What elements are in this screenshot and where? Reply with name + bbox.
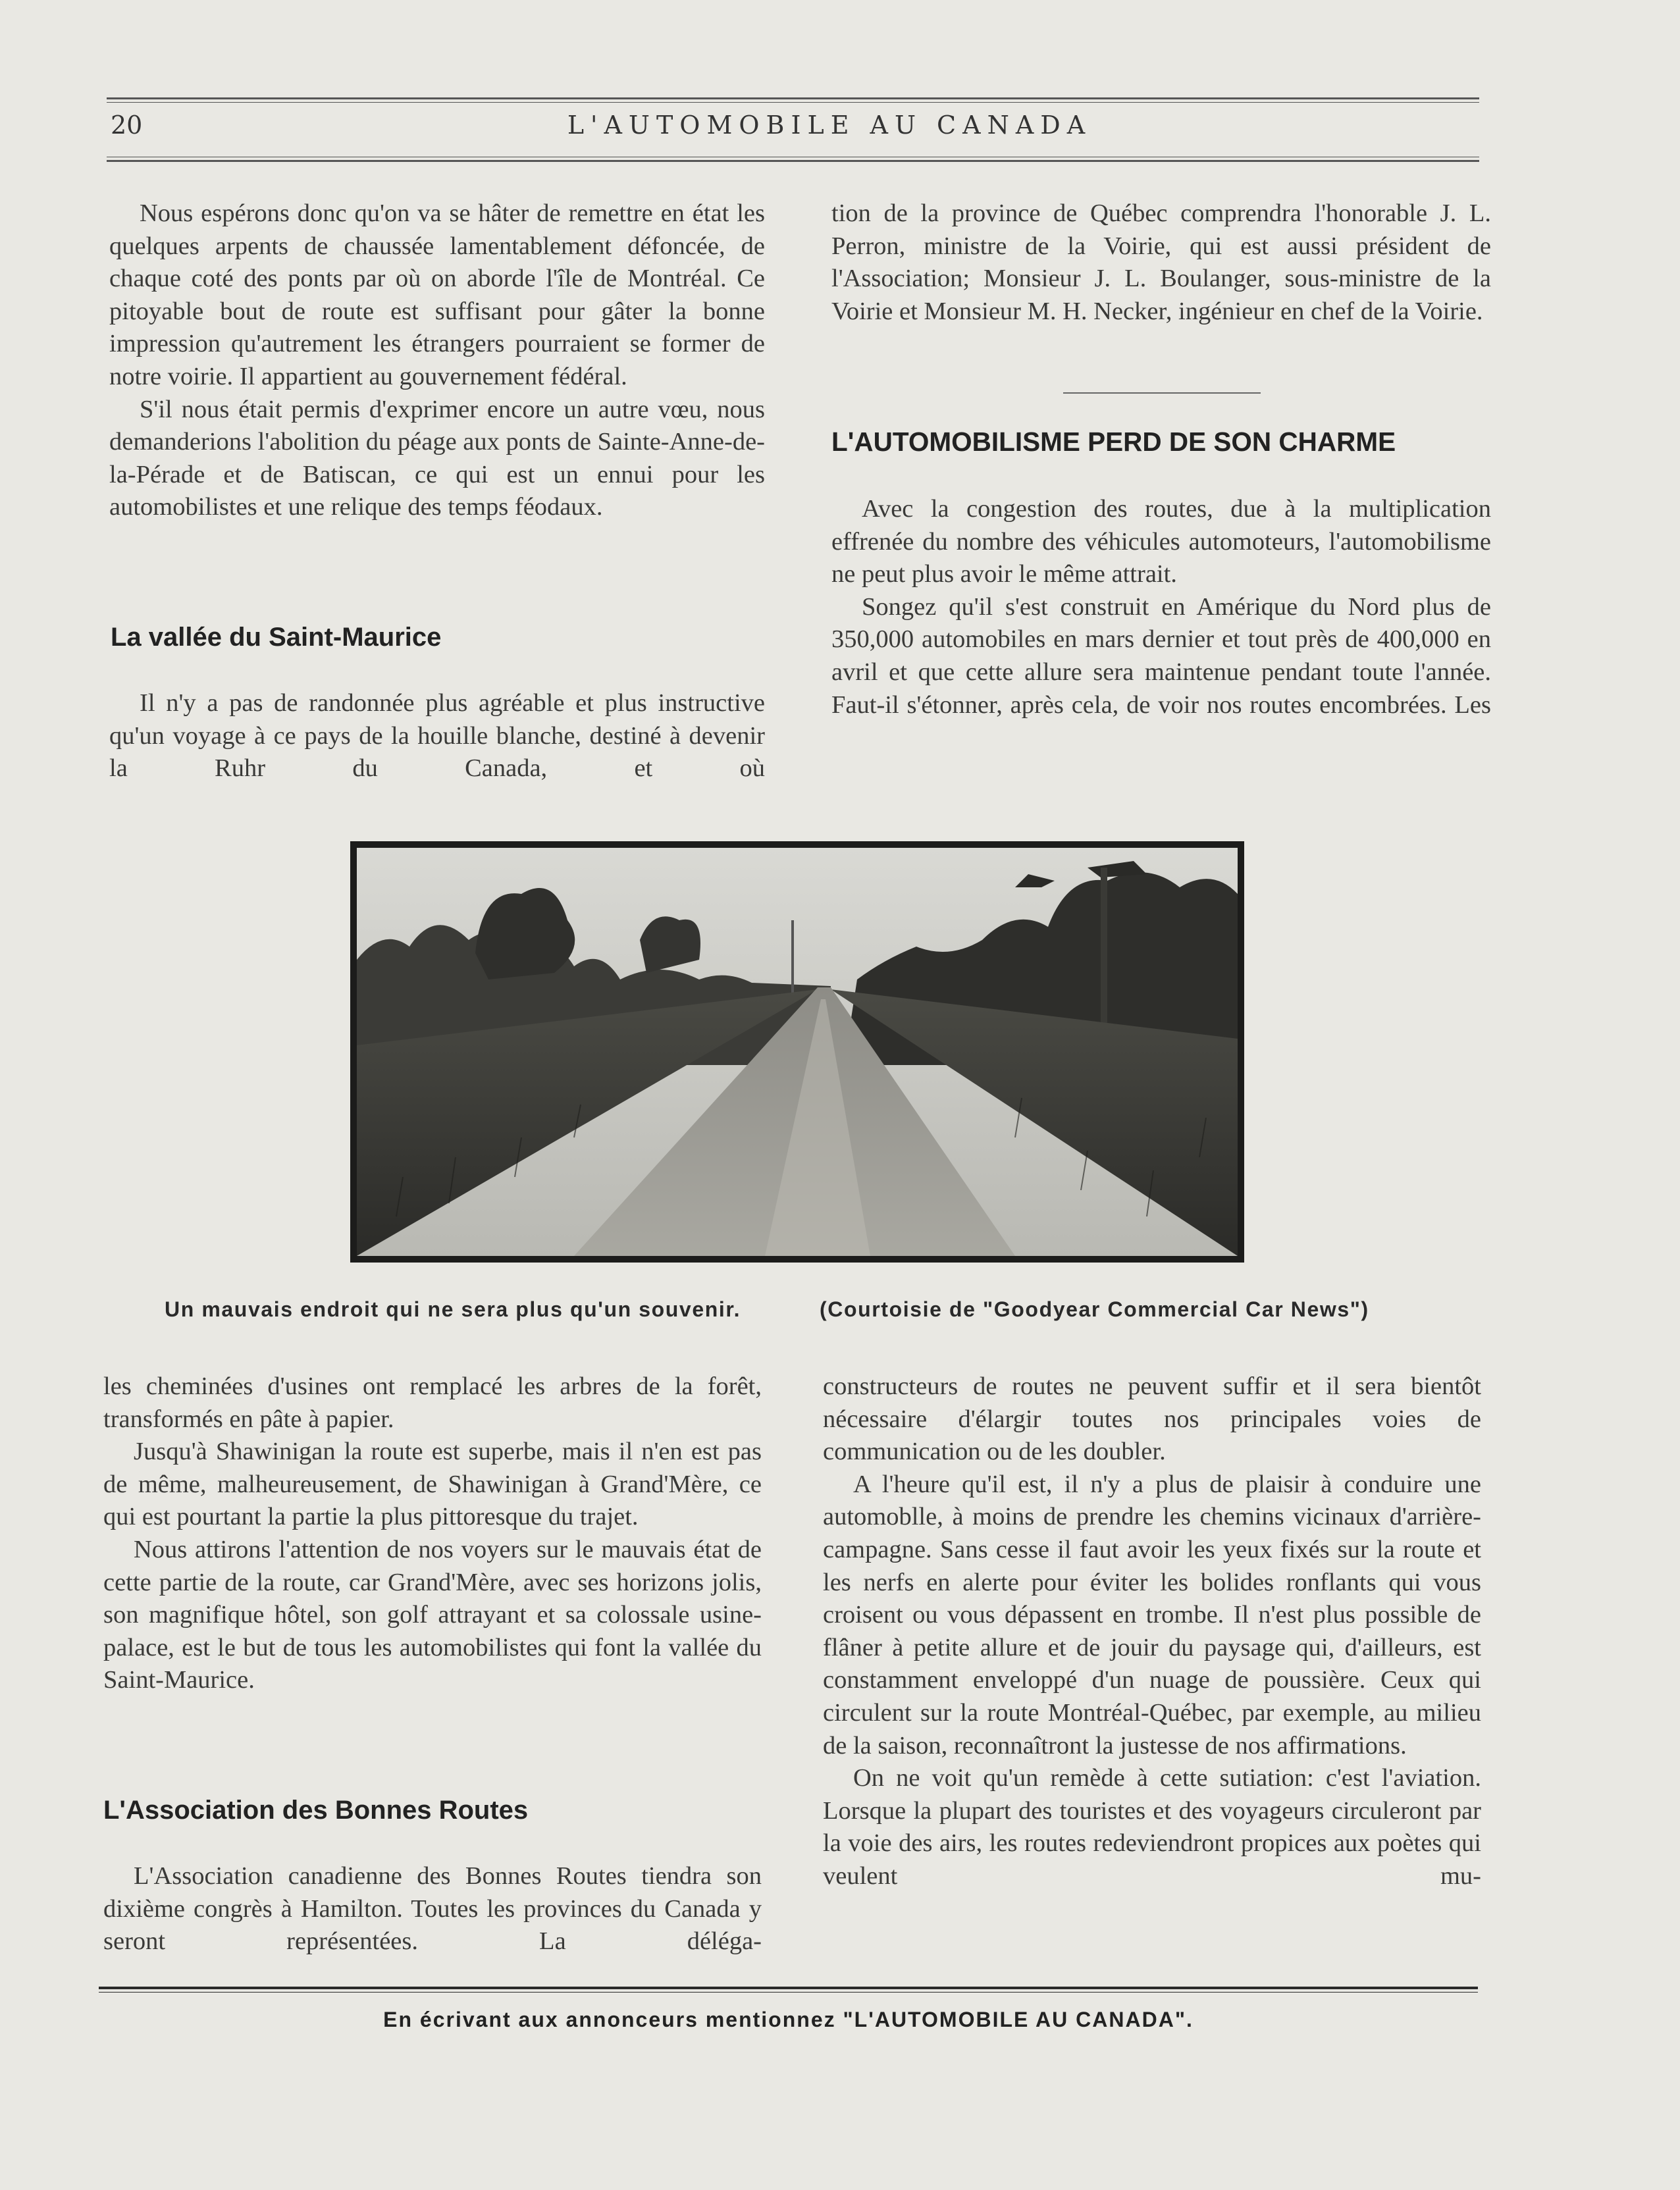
- paragraph: les cheminées d'usines ont remplacé les arbres de la forêt, transformés en pâte à papier.: [103, 1372, 762, 1433]
- road-photo-image: [357, 848, 1238, 1256]
- paragraph: Nous espérons donc qu'on va se hâter de remettre en état les quelques arpents de chaussée lamentablement défoncée, de chaque coté des ponts par où on aborde l'île de Montréal. Ce pitoyable bout de route est suffisant pour gâter la bonne impression qu'autrement les étrangers pourraient se former de notre voirie. Il appartient au gouvernement fédéral.: [109, 199, 765, 390]
- section-divider: [1063, 392, 1261, 394]
- header-rule-top: [107, 97, 1479, 99]
- footer-rule: [99, 1987, 1478, 1989]
- paragraph: A l'heure qu'il est, il n'y a plus de plaisir à conduire une automoblle, à moins de prendre les chemins vicinaux d'arrière-campagne. Sans cesse il faut avoir les yeux fixés sur la route et les nerfs en alerte pour éviter les bolides ronflants qui vous croisent ou vous dépassent en trombe. Il n'est plus possible de flâner à petite allure et de jouir du paysage qui, d'ailleurs, est constamment enveloppé d'un nuage de poussière. Ceux qui circulent sur la route Montréal-Québec, par exemple, au milieu de la saison, reconnaîtront la justesse de nos affirmations.: [823, 1470, 1481, 1760]
- paragraph: Songez qu'il s'est construit en Amérique du Nord plus de 350,000 automobiles en mars dernier et tout près de 400,000 en avril et que cette allure sera maintenue pendant toute l'année. Faut-il s'étonner, après cela, de voir nos routes encombrées. Les: [831, 592, 1491, 719]
- paragraph: Nous attirons l'attention de nos voyers sur le mauvais état de cette partie de la route, car Grand'Mère, avec ses horizons jolis, son magnifique hôtel, son golf attrayant et sa colossale usine-palace, est le but de tous les automobilistes qui font la vallée du Saint-Maurice.: [103, 1535, 762, 1694]
- paragraph: tion de la province de Québec comprendra l'honorable J. L. Perron, ministre de la Voirie, qui est aussi président de l'Association; Monsieur J. L. Boulanger, sous-ministre de la Voirie et Monsieur M. H. Necker, ingénieur en chef de la Voirie.: [831, 199, 1491, 325]
- photo-caption: Un mauvais endroit qui ne sera plus qu'un souvenir.: [165, 1297, 741, 1321]
- right-top-column: [831, 493, 1491, 721]
- paragraph: Il n'y a pas de randonnée plus agréable et plus instructive qu'un voyage à ce pays de la houille blanche, destiné à devenir la Ruhr du Canada, et où: [109, 689, 765, 783]
- paragraph: Jusqu'à Shawinigan la route est superbe, mais il n'en est pas de même, malheureusement, de Shawinigan à Grand'Mère, ce qui est pourtant la partie la plus pittoresque du trajet.: [103, 1438, 762, 1531]
- page-number: 20: [111, 111, 143, 140]
- running-title: L'AUTOMOBILE AU CANADA: [567, 111, 1092, 140]
- left-top-column: [109, 197, 765, 524]
- right-top-continuation: [831, 197, 1491, 328]
- paragraph: On ne voit qu'un remède à cette sutiation: c'est l'aviation. Lorsque la plupart des touristes et des voyageurs circuleront par la voie des airs, les routes redeviendront propices aux poètes qui veulent mu-: [823, 1764, 1481, 1890]
- left-top-section-text: [109, 687, 765, 785]
- section-heading-saint-maurice: La vallée du Saint-Maurice: [111, 623, 442, 652]
- header-rule-bottom-thick: [107, 160, 1479, 162]
- header-rule-top-thin: [107, 102, 1479, 103]
- left-bottom-section-text: [103, 1860, 762, 1958]
- road-photograph: [350, 841, 1244, 1263]
- paragraph: constructeurs de routes ne peuvent suffir et il sera bientôt nécessaire d'élargir toutes nos principales voies de communication ou de les doubler.: [823, 1372, 1481, 1466]
- paragraph: Avec la congestion des routes, due à la multiplication effrenée du nombre des véhicules automoteurs, l'automobilisme ne peut plus avoir le même attrait.: [831, 495, 1491, 588]
- paragraph: L'Association canadienne des Bonnes Routes tiendra son dixième congrès à Hamilton. Toutes les provinces du Canada y seront représentées. La déléga-: [103, 1862, 762, 1956]
- photo-credit: (Courtoisie de "Goodyear Commercial Car News"): [820, 1297, 1369, 1321]
- footer-rule-thin: [99, 1992, 1478, 1993]
- right-bottom-column: [823, 1370, 1481, 1893]
- left-bottom-column: [103, 1370, 762, 1697]
- section-heading-automobilisme: L'AUTOMOBILISME PERD DE SON CHARME: [831, 427, 1396, 457]
- paragraph: S'il nous était permis d'exprimer encore un autre vœu, nous demanderions l'abolition du péage aux ponts de Sainte-Anne-de-la-Pérade et de Batiscan, ce qui est un ennui pour les automobilistes et une relique des temps féodaux.: [109, 395, 765, 521]
- footer-notice: En écrivant aux annonceurs mentionnez "L'AUTOMOBILE AU CANADA".: [383, 2008, 1194, 2031]
- section-heading-bonnes-routes: L'Association des Bonnes Routes: [103, 1796, 529, 1825]
